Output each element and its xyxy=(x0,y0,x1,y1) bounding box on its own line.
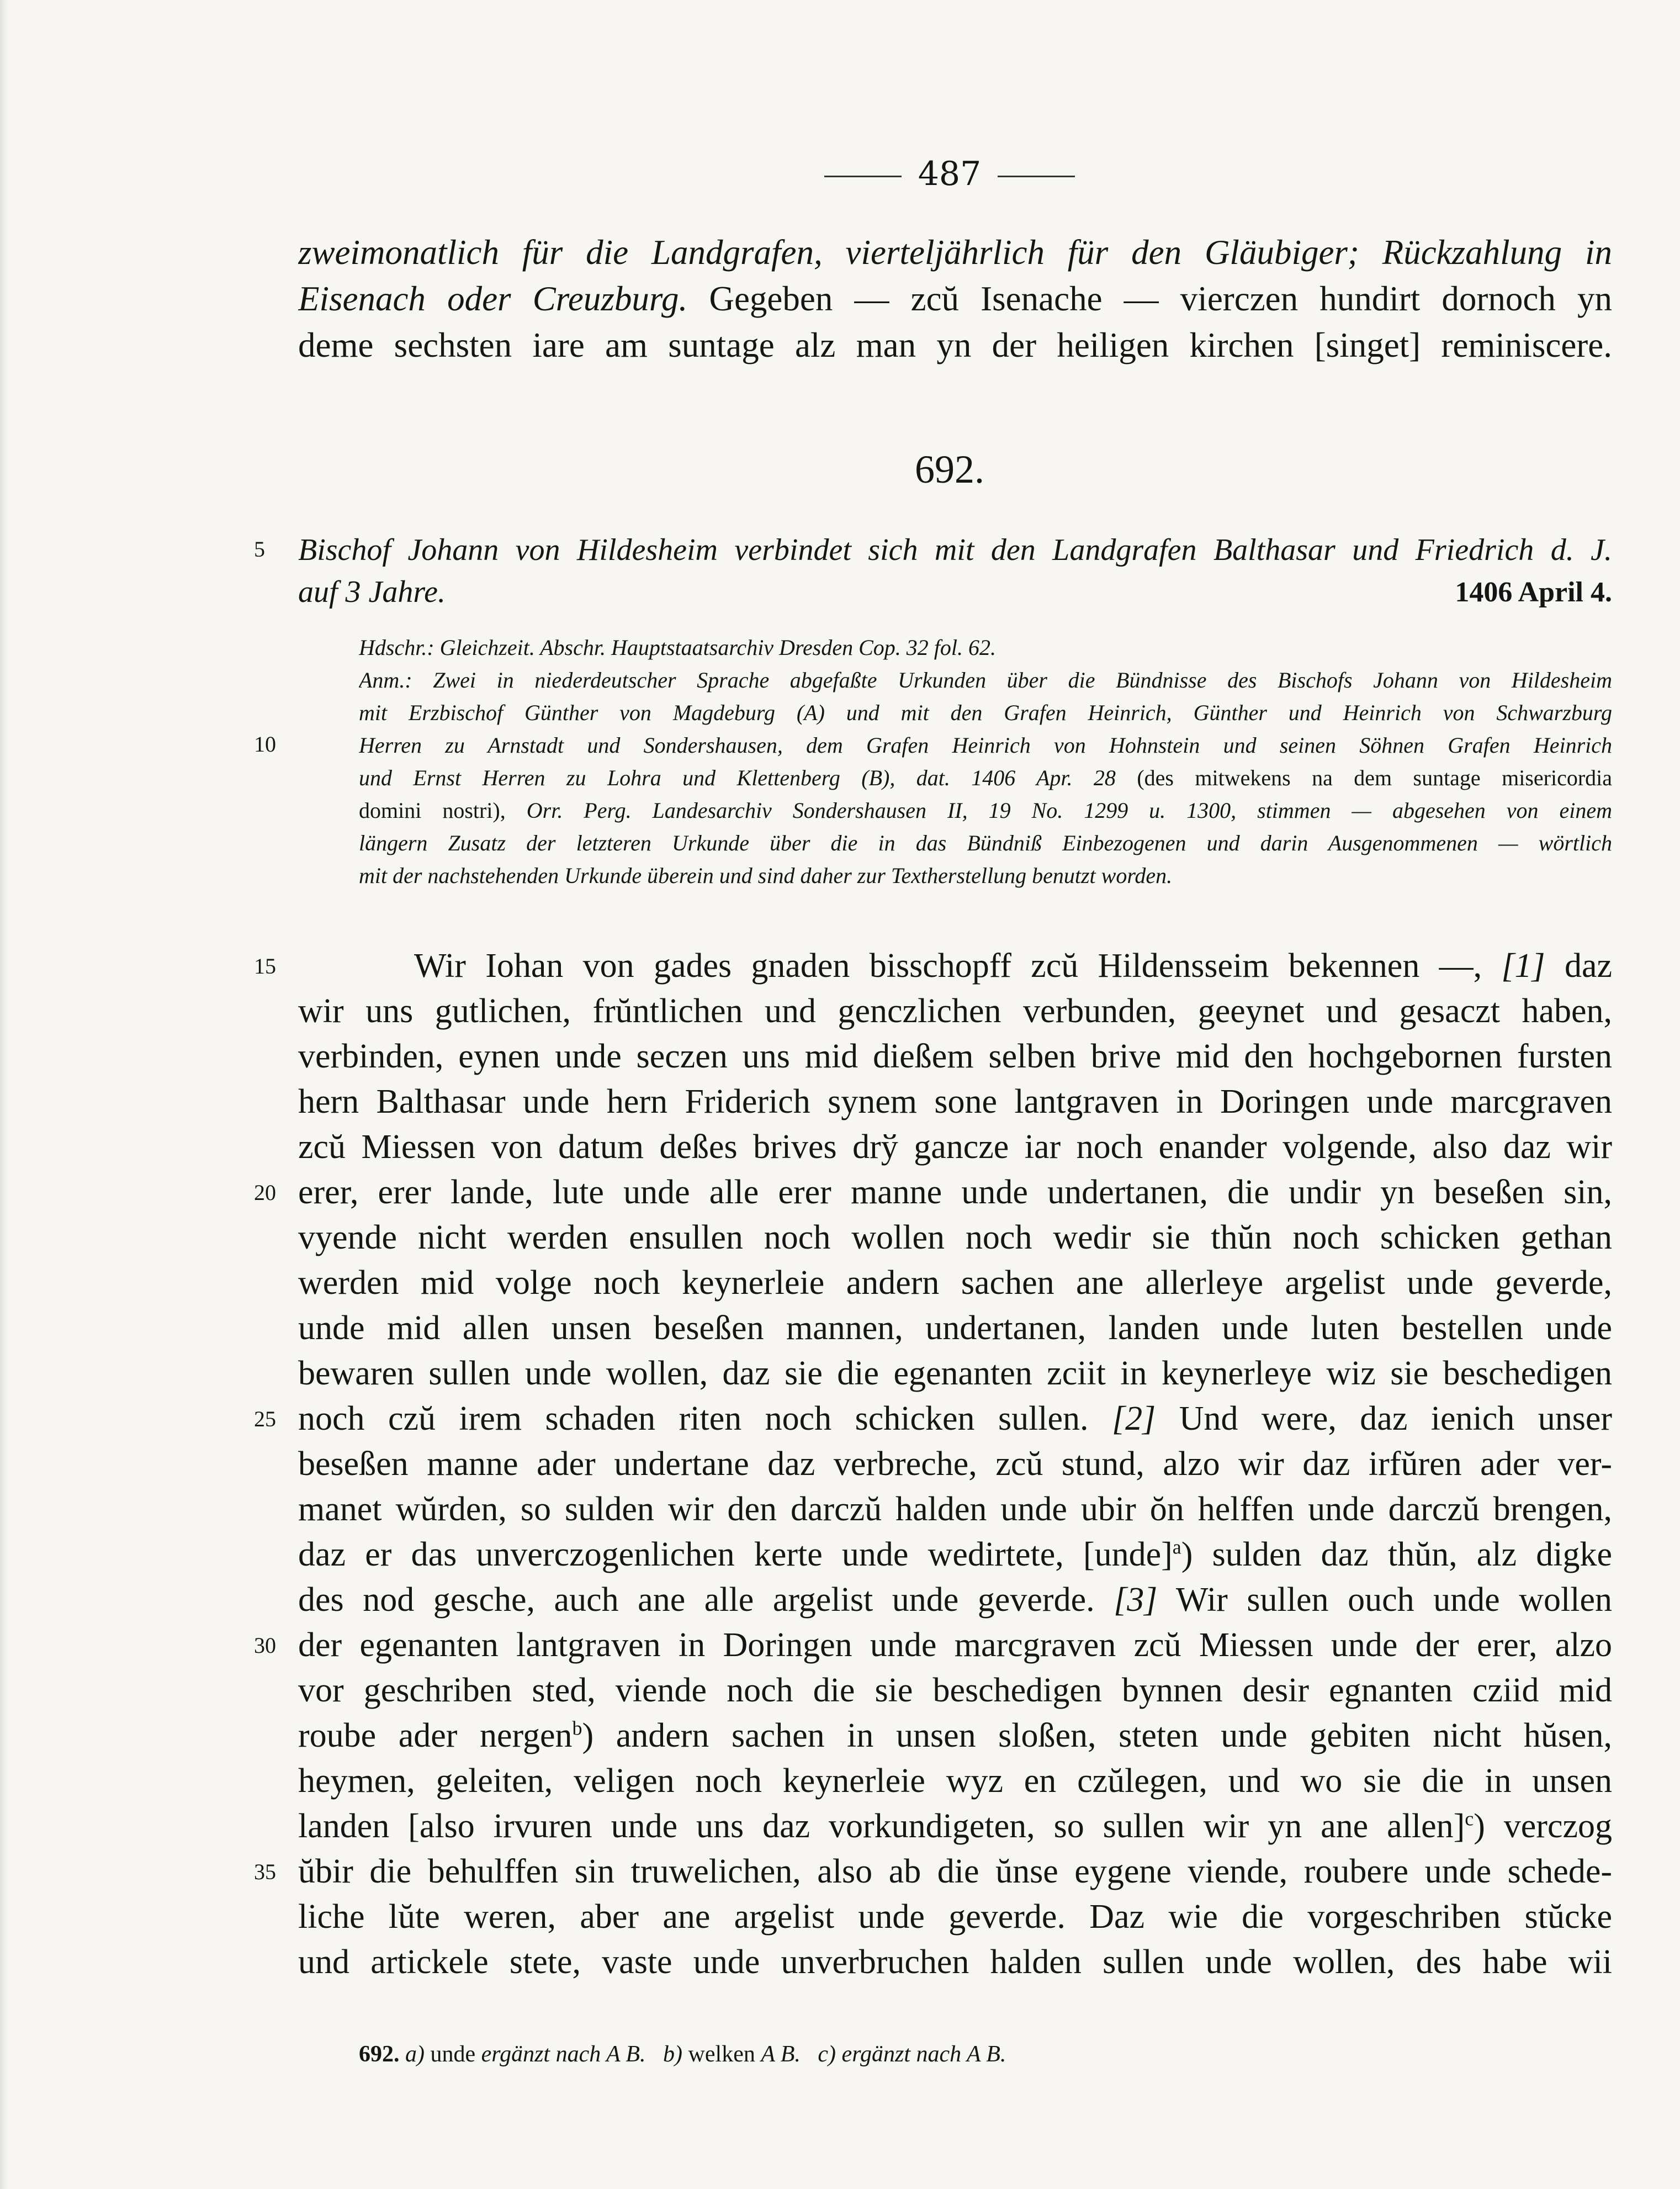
note-line-1: Hdschr.: Gleichzeit. Abschr. Hauptstaatsarchiv Dresden Cop. 32 fol. 62. xyxy=(359,635,997,660)
lead-line-1: zweimonatlich für die Landgrafen, vierteljährlich für den Gläubiger; Rückzahlung in xyxy=(298,233,1612,272)
text-line-14-b: ) sulden daz thŭn, alz digke xyxy=(1181,1536,1612,1573)
text-line-8: werden mid volge noch keynerleie andern sachen ane allerleye argelist unde geverde, xyxy=(298,1264,1612,1302)
text-line-15-a: des nod gesche, auch ane alle argelist unde geverde. xyxy=(298,1581,1095,1619)
text-line-21: ŭbir die behulffen sin truwelichen, also ab die ŭnse eygene viende, roubere unde schede- xyxy=(298,1853,1612,1890)
footnote-a-source: ergänzt nach A B. xyxy=(481,2042,646,2067)
text-line-11 xyxy=(298,1396,1612,1441)
section-marker-1: [1] xyxy=(1501,947,1545,985)
footnote-b-text: welken xyxy=(688,2042,755,2067)
lead-line-2-text: Gegeben — zcŭ Isenache — vierczen hundirt dornoch yn xyxy=(709,279,1612,318)
line-number-25: 25 xyxy=(254,1407,276,1431)
note-line-6-italic: Orr. Perg. Landesarchiv Sondershausen II, 19 No. 1299 u. 1300, stimmen — abgesehen von einem xyxy=(526,798,1612,823)
text-line-23: und artickele stete, vaste unde unverbruchen halden sullen unde wollen, des habe wii xyxy=(298,1943,1612,1981)
section-marker-3: [3] xyxy=(1114,1581,1158,1619)
text-line-5: zcŭ Miessen von datum deßes brives drў gancze iar noch enander volgende, also daz wir xyxy=(298,1128,1612,1166)
note-line-5-italic: und Ernst Herren zu Lohra und Klettenberg (B), dat. 1406 Apr. 28 xyxy=(359,765,1116,790)
text-line-17: vor geschriben sted, viende noch die sie beschedigen bynnen desir egnanten cziid mid xyxy=(298,1672,1612,1709)
text-line-16: der egenanten lantgraven in Doringen unde marcgraven zcŭ Miessen unde der erer, alzo xyxy=(298,1626,1612,1664)
text-line-18 xyxy=(298,1713,1612,1758)
footnotes xyxy=(359,2038,1612,2071)
line-number-5: 5 xyxy=(254,537,265,562)
note-line-8: mit der nachstehenden Urkunde überein und sind daher zur Textherstellung benutzt worden. xyxy=(359,863,1173,888)
lead-line-2-italic: Eisenach oder Creuzburg. xyxy=(298,279,688,318)
note-line-2: Anm.: Zwei in niederdeutscher Sprache abgefaßte Urkunden über die Bündnisse des Bischofs Johann von Hildesheim xyxy=(359,668,1612,692)
footnote-c-source: ergänzt nach A B. xyxy=(841,2042,1006,2067)
note-line-5-text: (des mitwekens na dem suntage misericordia xyxy=(1137,765,1612,790)
line-number-10: 10 xyxy=(254,732,276,757)
text-line-20-b: ) verczog xyxy=(1474,1807,1612,1845)
note-line-6-text: domini nostri), xyxy=(359,798,506,823)
page-number-dash-right xyxy=(998,176,1075,177)
text-line-10: bewaren sullen unde wollen, daz sie die egenanten zciit in keynerleye wiz sie beschedigen xyxy=(298,1355,1612,1392)
text-line-15-c: Wir sullen ouch unde wollen xyxy=(1175,1581,1612,1619)
footnote-document-number: 692. xyxy=(359,2042,400,2067)
page-number-value: 487 xyxy=(918,155,982,193)
footnote-c-label: c) xyxy=(818,2042,836,2067)
text-line-19: heymen, geleiten, veligen noch keynerleie wyz en czŭlegen, und wo sie die in unsen xyxy=(298,1762,1612,1800)
note-line-6 xyxy=(359,794,1612,827)
line-number-20: 20 xyxy=(254,1180,276,1205)
note-line-7: längern Zusatz der letzteren Urkunde über die in das Bündniß Einbezogenen und darin Ausgenommenen — wörtlich xyxy=(359,831,1612,855)
text-line-22: liche lŭte weren, aber ane argelist unde geverde. Daz wie die vorgeschriben stŭcke xyxy=(298,1898,1612,1936)
line-number-15: 15 xyxy=(254,954,276,979)
regest-line-1: Bischof Johann von Hildesheim verbindet sich mit den Landgrafen Balthasar und Friedrich d. J. xyxy=(298,533,1612,567)
text-line-14-a: daz er das unverczogenlichen kerte unde wedirtete, [unde] xyxy=(298,1536,1173,1573)
text-line-20-a: landen [also irvuren unde uns daz vorkundigeten, so sullen wir yn ane allen] xyxy=(298,1807,1465,1845)
footnote-ref-a: a xyxy=(1172,1536,1181,1558)
document-date: 1406 April 4. xyxy=(1455,577,1612,608)
text-line-11-c: Und were, daz ienich unser xyxy=(1179,1400,1612,1437)
text-line-4: hern Balthasar unde hern Friderich synem sone lantgraven in Doringen unde marcgraven xyxy=(298,1083,1612,1120)
text-line-3: verbinden, eynen unde seczen uns mid dießem selben brive mid den hochgebornen fursten xyxy=(298,1038,1612,1075)
section-marker-2: [2] xyxy=(1112,1400,1156,1437)
footnote-ref-b: b xyxy=(572,1717,582,1739)
note-line-4: Herren zu Arnstadt und Sondershausen, dem Grafen Heinrich von Hohnstein und seinen Söhnen Grafen Heinrich xyxy=(359,733,1612,758)
footnote-ref-c: c xyxy=(1465,1807,1474,1830)
text-line-12: beseßen manne ader undertane daz verbreche, zcŭ stund, alzo wir daz irfŭren ader ver- xyxy=(298,1445,1612,1483)
line-number-35: 35 xyxy=(254,1859,276,1884)
footnote-a-text: unde xyxy=(430,2042,476,2067)
text-line-1-a: Wir Iohan von gades gnaden bisschopff zcŭ Hildensseim bekennen —, xyxy=(414,947,1482,985)
lead-line-3: deme sechsten iare am suntage alz man yn der heiligen kirchen [singet] reminiscere. xyxy=(298,326,1612,364)
text-line-6: erer, erer lande, lute unde alle erer manne unde undertanen, die undir yn beseßen sin, xyxy=(298,1173,1612,1211)
footnote-b-source: A B. xyxy=(761,2042,801,2067)
text-line-9: unde mid allen unsen beseßen mannen, undertanen, landen unde luten bestellen unde xyxy=(298,1309,1612,1347)
text-line-18-a: roube ader nergen xyxy=(298,1717,573,1754)
text-line-11-a: noch czŭ irem schaden riten noch schicken sullen. xyxy=(298,1400,1089,1437)
text-line-2: wir uns gutlichen, frŭntlichen und genczlichen verbunden, geeynet und gesaczt haben, xyxy=(298,992,1612,1030)
text-line-13: manet wŭrden, so sulden wir den darczŭ halden unde ubir ŏn helffen unde darczŭ brengen, xyxy=(298,1490,1612,1528)
document-number: 692. xyxy=(915,447,984,491)
lead-line-2 xyxy=(298,276,1612,322)
footnote-a-label: a) xyxy=(405,2042,425,2067)
note-line-3: mit Erzbischof Günther von Magdeburg (A) und mit den Grafen Heinrich, Günther und Heinrich von Schwarzburg xyxy=(359,700,1612,725)
regest-line-2: auf 3 Jahre. xyxy=(298,575,446,609)
footnote-b-label: b) xyxy=(663,2042,683,2067)
text-line-20 xyxy=(298,1804,1612,1849)
text-line-7: vyende nicht werden ensullen noch wollen noch wedir sie thŭn noch schicken gethan xyxy=(298,1219,1612,1256)
page-edge-shadow xyxy=(0,0,8,2189)
text-line-1 xyxy=(414,943,1612,988)
text-line-15 xyxy=(298,1577,1612,1622)
line-number-30: 30 xyxy=(254,1633,276,1658)
text-line-1-c: daz xyxy=(1564,947,1612,985)
text-line-18-b: ) andern sachen in unsen sloßen, steten unde gebiten nicht hŭsen, xyxy=(582,1717,1612,1754)
page-number xyxy=(784,155,1115,193)
text-line-14 xyxy=(298,1532,1612,1577)
note-line-5 xyxy=(359,762,1612,794)
page-number-dash-left xyxy=(824,176,902,177)
